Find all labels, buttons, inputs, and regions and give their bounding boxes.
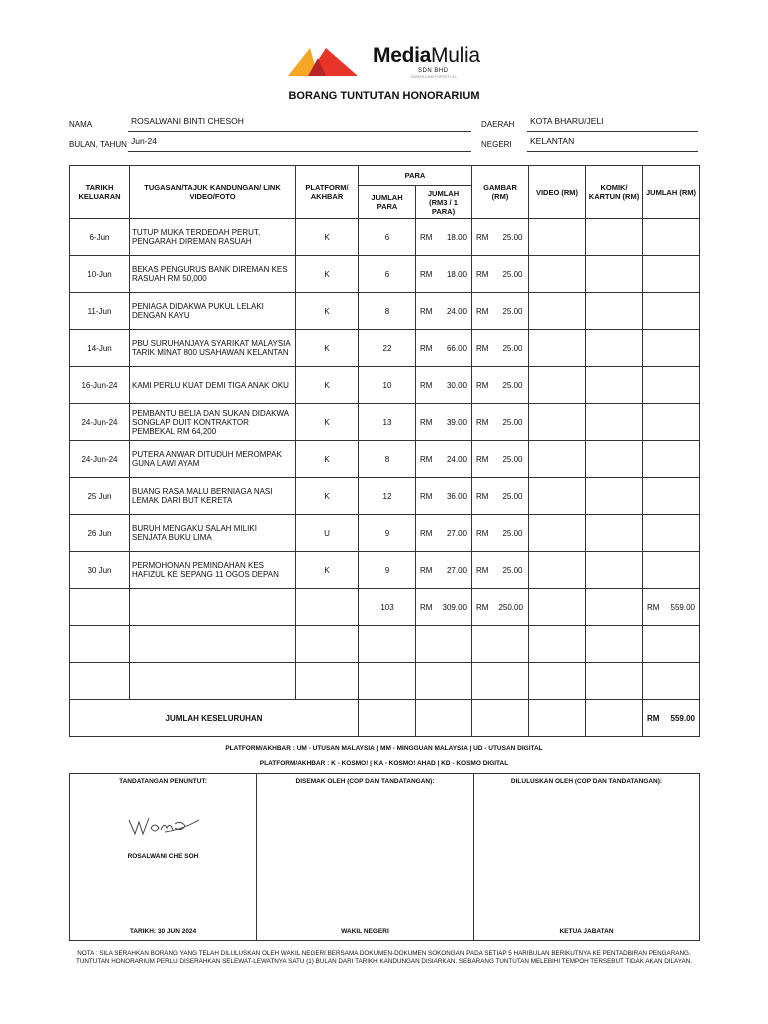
row-para: 6 — [359, 219, 416, 256]
bulan-underline — [128, 151, 471, 152]
table-row — [70, 367, 700, 404]
logo-subtitle: SDN BHD — [418, 68, 449, 74]
row-para: 13 — [359, 404, 416, 441]
row-gambar: RM 25.00 — [472, 552, 529, 589]
row-jumlah: RM 24.00 — [416, 293, 472, 330]
row-video — [529, 404, 586, 441]
form-title: BORANG TUNTUTAN HONORARIUM — [288, 90, 480, 102]
row-platform: U — [296, 515, 359, 552]
table-row — [70, 293, 700, 330]
row-tajuk: KAMI PERLU KUAT DEMI TIGA ANAK OKU — [130, 367, 296, 404]
row-total — [643, 367, 700, 404]
row-jumlah: RM 39.00 — [416, 404, 472, 441]
row-platform: K — [296, 256, 359, 293]
row-tarikh: 25 Jun — [70, 478, 130, 515]
disemak-role: WAKIL NEGERI — [341, 928, 389, 935]
footer-note: NOTA : SILA SERAHKAN BORANG YANG TELAH DILULUSKAN OLEH WAKIL NEGERI BERSAMA DOKUMEN-DOKUMEN SOKONGAN PADA SETIAP 5 HARIBULAN BERIKUTNYA KE PENTADBIRAN PENGARANG. TUNTUTAN HONORARIUM PERLU DISERAHKAN SELEWAT-LEWATNYA SATU (1) BULAN DARI TARIKH KANDUNGAN DISIARKAN. SEBARANG TUNTUTAN MELEBIHI TEMPOH TERSEBUT TIDAK AKAN DILAYAN. — [75, 950, 693, 965]
row-jumlah: RM 27.00 — [416, 515, 472, 552]
row-total — [643, 293, 700, 330]
diluluskan-label: DILULUSKAN OLEH (COP DAN TANDATANGAN): — [510, 778, 663, 785]
row-para: 12 — [359, 478, 416, 515]
legend-line-2: PLATFORM/AKHBAR : K - KOSMO! | KA - KOSMO! AHAD | KD - KOSMO DIGITAL — [259, 760, 509, 767]
daerah-underline — [527, 131, 698, 132]
row-tajuk: BEKAS PENGURUS BANK DIREMAN KES RASUAH RM 50,000 — [130, 256, 296, 293]
row-video — [529, 441, 586, 478]
row-komik — [586, 441, 643, 478]
bulan-label: BULAN, TAHUN — [69, 140, 127, 149]
negeri-label: NEGERI — [481, 140, 512, 149]
nama-label: NAMA — [69, 120, 93, 129]
row-jumlah: RM 27.00 — [416, 552, 472, 589]
daerah-label: DAERAH — [481, 120, 515, 129]
row-tarikh: 24-Jun-24 — [70, 404, 130, 441]
header-gambar: GAMBAR (RM) — [472, 166, 529, 219]
header-video: VIDEO (RM) — [529, 166, 586, 219]
row-jumlah: RM 24.00 — [416, 441, 472, 478]
table-row — [70, 330, 700, 367]
row-video — [529, 552, 586, 589]
row-komik — [586, 367, 643, 404]
row-komik — [586, 515, 643, 552]
row-komik — [586, 219, 643, 256]
row-platform: K — [296, 552, 359, 589]
row-total — [643, 404, 700, 441]
row-tarikh: 24-Jun-24 — [70, 441, 130, 478]
signature-icon — [125, 812, 205, 838]
media-mulia-logo-icon — [288, 48, 360, 78]
row-tajuk: BUANG RASA MALU BERNIAGA NASI LEMAK DARI BUT KERETA — [130, 478, 296, 515]
penuntut-box — [70, 774, 257, 941]
row-komik — [586, 404, 643, 441]
penuntut-name: ROSALWANI CHE SOH — [127, 853, 199, 860]
diluluskan-role: KETUA JABATAN — [559, 928, 614, 935]
row-total — [643, 478, 700, 515]
row-gambar: RM 25.00 — [472, 219, 529, 256]
row-total — [643, 219, 700, 256]
row-tajuk: PUTERA ANWAR DITUDUH MEROMPAK GUNA LAWI AYAM — [130, 441, 296, 478]
row-total — [643, 515, 700, 552]
row-platform: K — [296, 441, 359, 478]
empty-row — [70, 663, 700, 700]
nama-value: ROSALWANI BINTI CHESOH — [131, 116, 244, 126]
logo-tagline: SATAPS IONG FORESTT A L — [411, 75, 458, 79]
row-gambar: RM 25.00 — [472, 478, 529, 515]
table-row — [70, 219, 700, 256]
row-video — [529, 515, 586, 552]
row-platform: K — [296, 219, 359, 256]
row-gambar: RM 25.00 — [472, 441, 529, 478]
row-jumlah: RM 30.00 — [416, 367, 472, 404]
row-gambar: RM 25.00 — [472, 367, 529, 404]
row-tajuk: BURUH MENGAKU SALAH MILIKI SENJATA BUKU LIMA — [130, 515, 296, 552]
row-video — [529, 256, 586, 293]
negeri-underline — [527, 151, 698, 152]
row-gambar: RM 25.00 — [472, 330, 529, 367]
row-tarikh: 11-Jun — [70, 293, 130, 330]
row-para: 8 — [359, 293, 416, 330]
signature-table — [69, 773, 700, 941]
row-para: 9 — [359, 515, 416, 552]
row-tarikh: 10-Jun — [70, 256, 130, 293]
row-tarikh: 14-Jun — [70, 330, 130, 367]
legend-line-1: PLATFORM/AKHBAR : UM - UTUSAN MALAYSIA | MM - MINGGUAN MALAYSIA | UD - UTUSAN DIGITAL — [225, 745, 543, 752]
row-tarikh: 30 Jun — [70, 552, 130, 589]
disemak-label: DISEMAK OLEH (COP DAN TANDATANGAN): — [295, 778, 435, 785]
table-row — [70, 404, 700, 441]
bulan-value: Jun-24 — [131, 136, 157, 146]
logo-wordmark: MediaMulia — [373, 44, 480, 67]
grand-total-row — [70, 700, 700, 737]
row-video — [529, 293, 586, 330]
subtotal-para: 103 — [359, 589, 416, 626]
row-total — [643, 330, 700, 367]
row-jumlah: RM 18.00 — [416, 219, 472, 256]
header-jumlah-rm3: JUMLAH (RM3 / 1 PARA) — [416, 186, 472, 219]
row-komik — [586, 256, 643, 293]
row-gambar: RM 25.00 — [472, 404, 529, 441]
diluluskan-box — [474, 774, 700, 941]
table-row — [70, 552, 700, 589]
table-row — [70, 478, 700, 515]
table-row — [70, 515, 700, 552]
row-para: 22 — [359, 330, 416, 367]
subtotal-jumlah: RM 309.00 — [416, 589, 472, 626]
header-komik: KOMIK/ KARTUN (RM) — [586, 166, 643, 219]
penuntut-date: TARIKH: 30 JUN 2024 — [129, 928, 197, 935]
row-platform: K — [296, 330, 359, 367]
header-tarikh: TARIKH KELUARAN — [70, 166, 130, 219]
row-tajuk: PBU SURUHANJAYA SYARIKAT MALAYSIA TARIK MINAT 800 USAHAWAN KELANTAN — [130, 330, 296, 367]
penuntut-label: TANDATANGAN PENUNTUT: — [119, 778, 207, 785]
header-jumlah-para: JUMLAH PARA — [359, 186, 416, 219]
disemak-box — [257, 774, 474, 941]
row-tarikh: 6-Jun — [70, 219, 130, 256]
negeri-value: KELANTAN — [530, 136, 575, 146]
table-row — [70, 441, 700, 478]
subtotal-gambar: RM 250.00 — [472, 589, 529, 626]
row-tajuk: PENIAGA DIDAKWA PUKUL LELAKI DENGAN KAYU — [130, 293, 296, 330]
subtotal-total: RM 559.00 — [643, 589, 700, 626]
row-komik — [586, 552, 643, 589]
row-total — [643, 256, 700, 293]
row-jumlah: RM 18.00 — [416, 256, 472, 293]
row-para: 10 — [359, 367, 416, 404]
row-platform: K — [296, 404, 359, 441]
header-para: PARA — [359, 166, 472, 186]
row-total — [643, 441, 700, 478]
row-total — [643, 552, 700, 589]
row-para: 8 — [359, 441, 416, 478]
row-gambar: RM 25.00 — [472, 293, 529, 330]
empty-row — [70, 626, 700, 663]
row-komik — [586, 330, 643, 367]
row-gambar: RM 25.00 — [472, 515, 529, 552]
row-video — [529, 478, 586, 515]
row-komik — [586, 293, 643, 330]
subtotal-row — [70, 589, 700, 626]
honorarium-table — [69, 165, 700, 737]
header-platform: PLATFORM/ AKHBAR — [296, 166, 359, 219]
header-jumlah: JUMLAH (RM) — [643, 166, 700, 219]
row-jumlah: RM 36.00 — [416, 478, 472, 515]
nama-underline — [128, 131, 471, 132]
row-para: 9 — [359, 552, 416, 589]
row-video — [529, 330, 586, 367]
row-komik — [586, 478, 643, 515]
grand-total-label: JUMLAH KESELURUHAN — [70, 700, 359, 737]
daerah-value: KOTA BHARU/JELI — [530, 116, 604, 126]
row-video — [529, 219, 586, 256]
table-row — [70, 256, 700, 293]
row-tajuk: TUTUP MUKA TERDEDAH PERUT, PENGARAH DIREMAN RASUAH — [130, 219, 296, 256]
row-platform: K — [296, 293, 359, 330]
row-platform: K — [296, 367, 359, 404]
row-para: 6 — [359, 256, 416, 293]
row-tajuk: PEMBANTU BELIA DAN SUKAN DIDAKWA SONGLAP DUIT KONTRAKTOR PEMBEKAL RM 64,200 — [130, 404, 296, 441]
grand-total-value: RM 559.00 — [643, 700, 700, 737]
row-video — [529, 367, 586, 404]
row-tajuk: PERMOHONAN PEMINDAHAN KES HAFIZUL KE SEPANG 11 OGOS DEPAN — [130, 552, 296, 589]
row-tarikh: 26 Jun — [70, 515, 130, 552]
row-tarikh: 16-Jun-24 — [70, 367, 130, 404]
row-platform: K — [296, 478, 359, 515]
row-gambar: RM 25.00 — [472, 256, 529, 293]
header-tugasan: TUGASAN/TAJUK KANDUNGAN/ LINK VIDEO/FOTO — [130, 166, 296, 219]
row-jumlah: RM 66.00 — [416, 330, 472, 367]
